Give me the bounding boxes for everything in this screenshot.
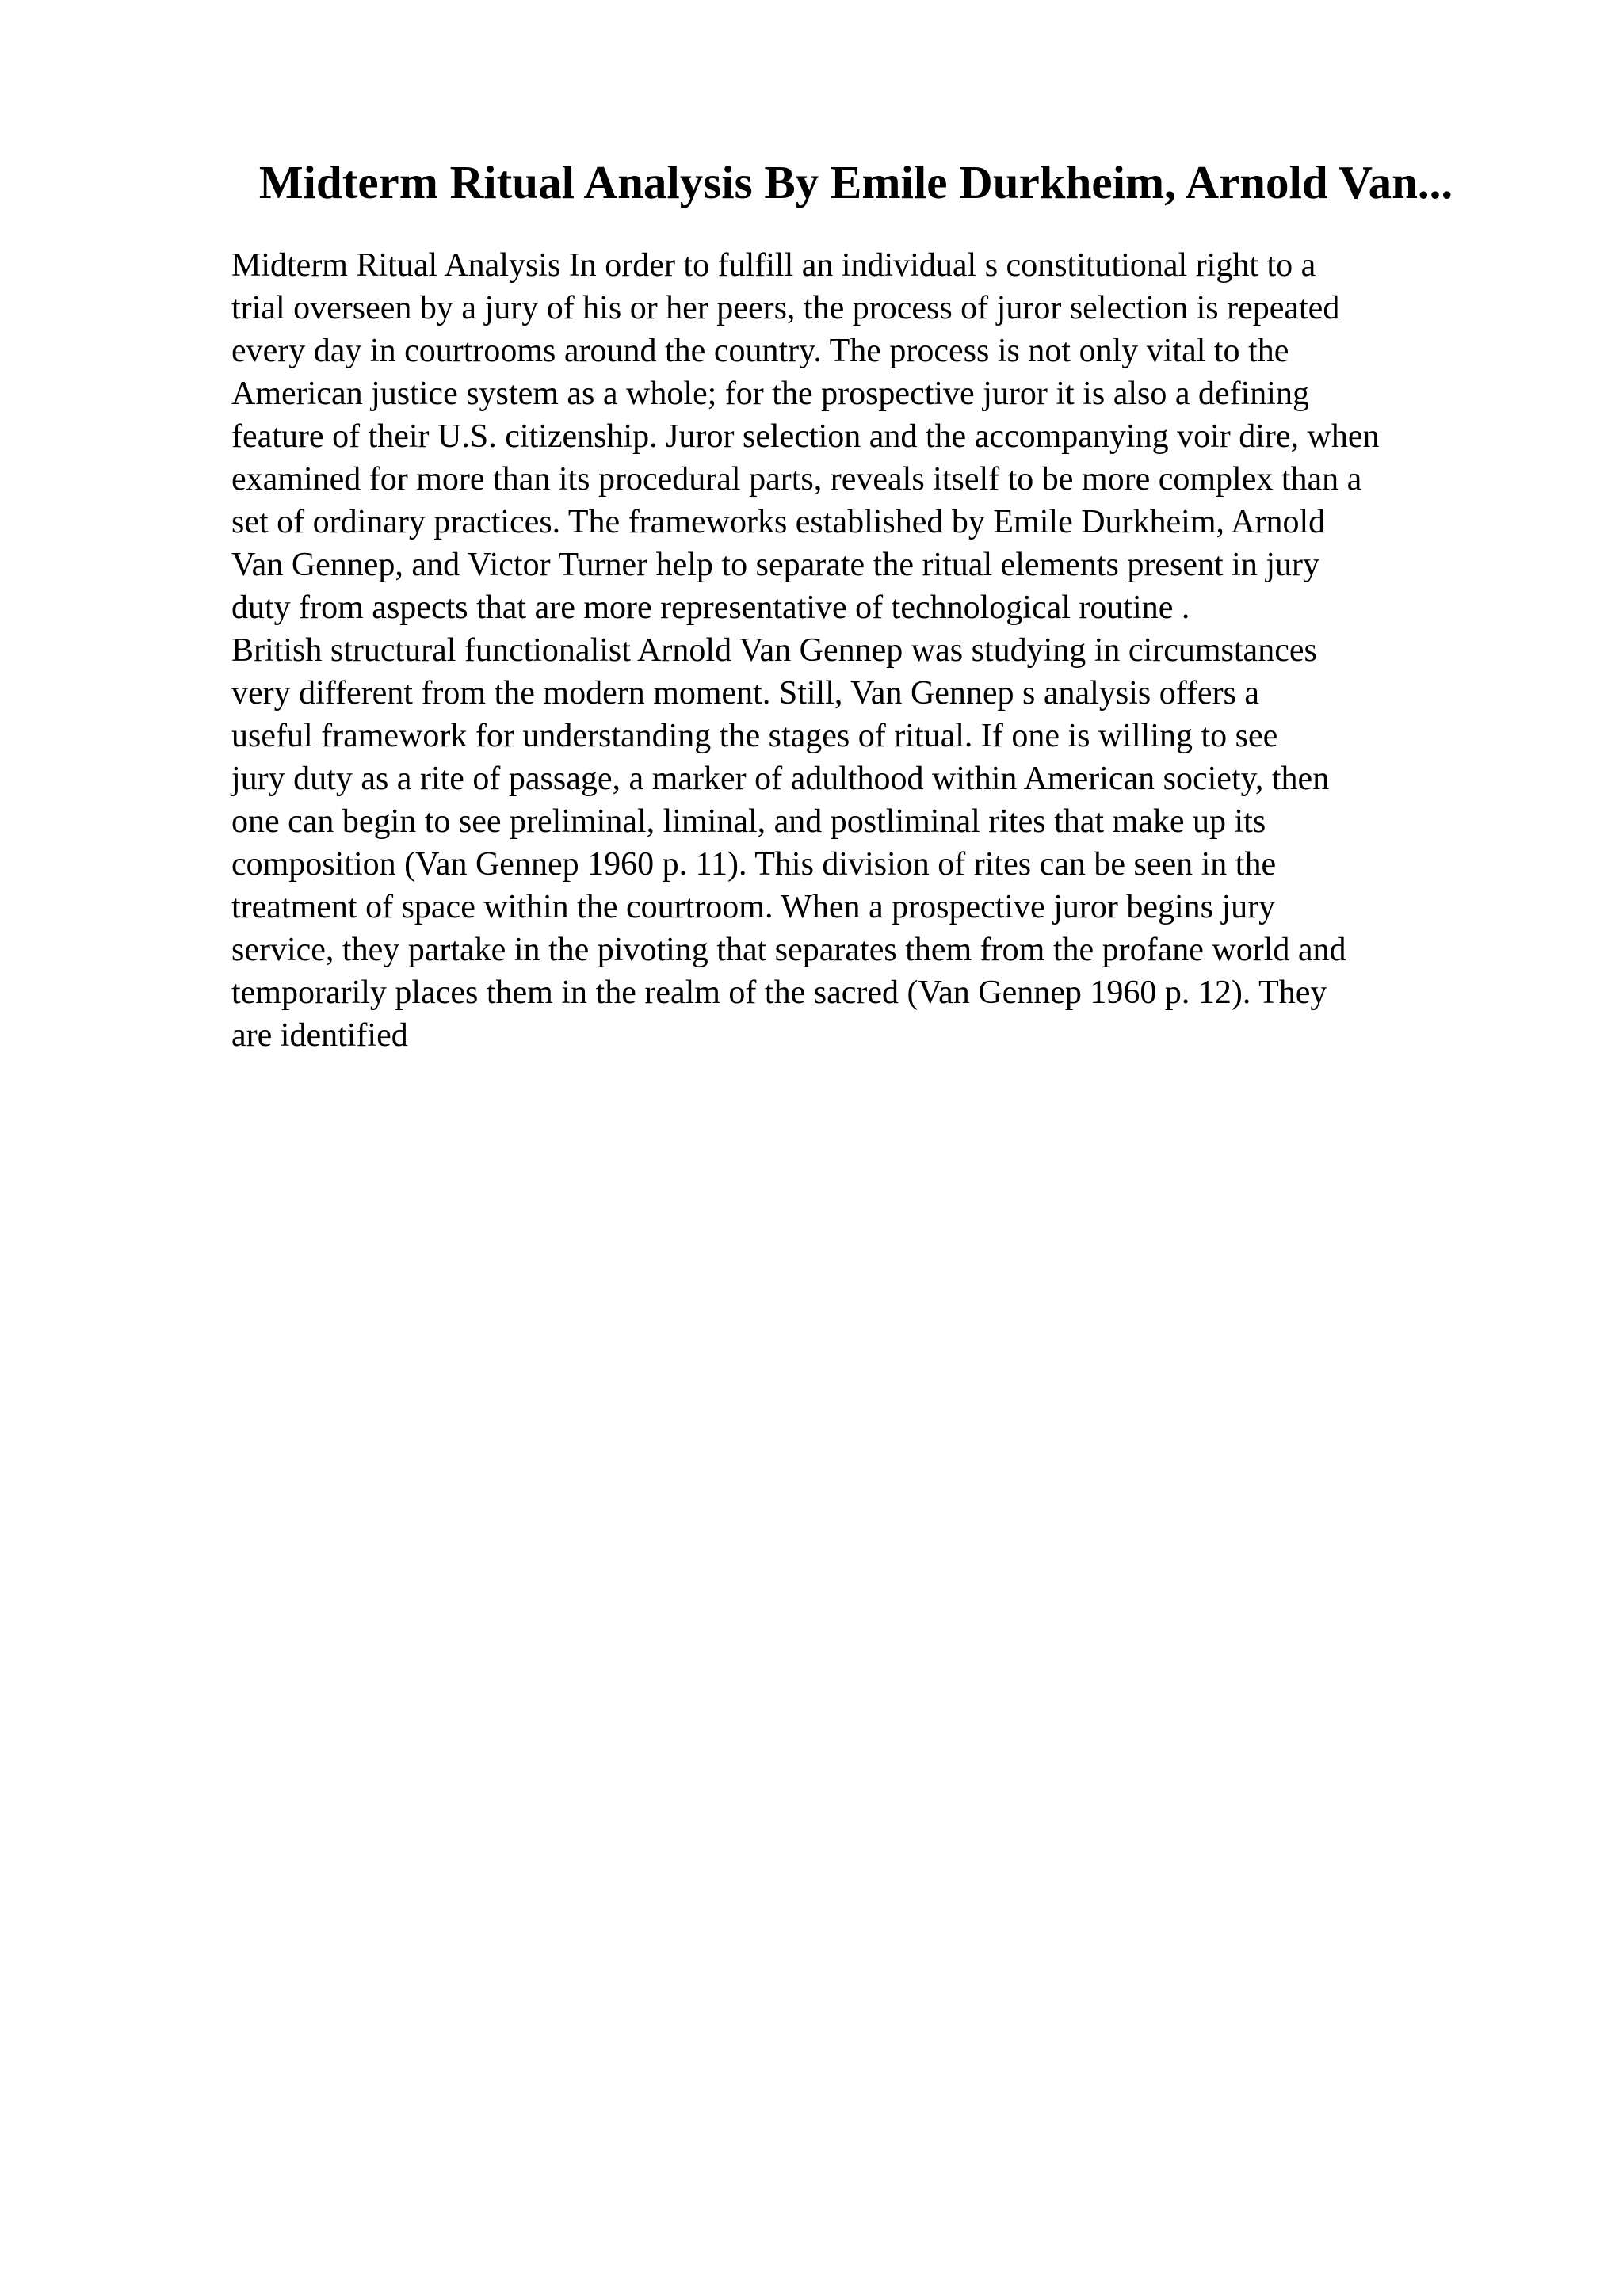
text-line: useful framework for understanding the stages of ritual. If one is willing to see <box>231 718 1278 754</box>
text-line: service, they partake in the pivoting that separates them from the profane world and <box>231 932 1346 968</box>
document-title: Midterm Ritual Analysis By Emile Durkheim, Arnold Van... <box>258 156 1453 208</box>
text-line: examined for more than its procedural parts, reveals itself to be more complex than a <box>231 461 1362 498</box>
text-line: set of ordinary practices. The frameworks established by Emile Durkheim, Arnold <box>231 504 1326 540</box>
text-line: treatment of space within the courtroom. When a prospective juror begins jury <box>231 889 1276 925</box>
text-line: Midterm Ritual Analysis In order to fulfill an individual s constitutional right to a <box>231 247 1316 284</box>
text-line: one can begin to see preliminal, liminal, and postliminal rites that make up its <box>231 803 1266 840</box>
text-line: are identified <box>231 1017 408 1054</box>
text-line: British structural functionalist Arnold Van Gennep was studying in circumstances <box>231 632 1317 669</box>
text-line: Van Gennep, and Victor Turner help to separate the ritual elements present in jury <box>231 547 1319 583</box>
text-line: trial overseen by a jury of his or her peers, the process of juror selection is repeated <box>231 290 1340 326</box>
text-line: American justice system as a whole; for the prospective juror it is also a defining <box>231 376 1309 412</box>
text-line: jury duty as a rite of passage, a marker of adulthood within American society, then <box>231 761 1330 797</box>
text-line: every day in courtrooms around the country. The process is not only vital to the <box>231 333 1289 369</box>
text-line: feature of their U.S. citizenship. Juror selection and the accompanying voir dire, when <box>231 418 1380 455</box>
text-line: very different from the modern moment. Still, Van Gennep s analysis offers a <box>231 675 1260 711</box>
text-line: temporarily places them in the realm of the sacred (Van Gennep 1960 p. 12). They <box>231 974 1327 1011</box>
body-text <box>231 244 1515 1057</box>
text-line: composition (Van Gennep 1960 p. 11). This division of rites can be seen in the <box>231 846 1277 883</box>
text-line: duty from aspects that are more representative of technological routine . <box>231 589 1190 626</box>
